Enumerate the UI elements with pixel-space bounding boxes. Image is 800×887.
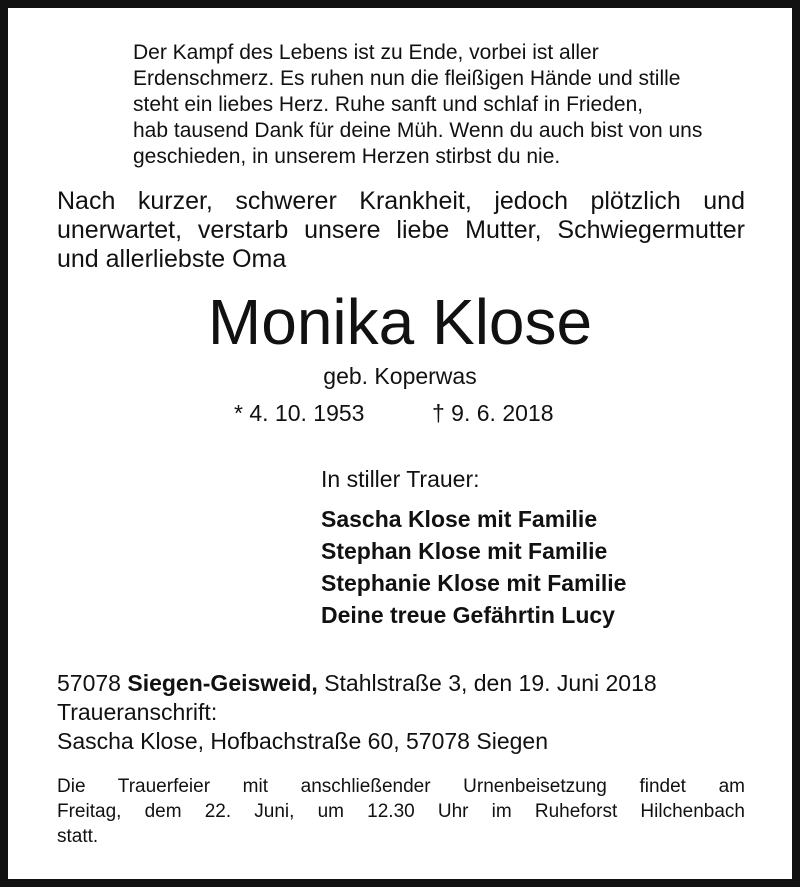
mourners-list xyxy=(321,503,626,631)
intro-line: und allerliebste Oma xyxy=(57,245,287,273)
poem-line: Erdenschmerz. Es ruhen nun die fleißigen Hände und stille xyxy=(133,67,681,90)
mourner-name: Stephanie Klose mit Familie xyxy=(321,570,627,596)
street-date: Stahlstraße 3, den 19. Juni 2018 xyxy=(324,670,657,696)
birth-date: * 4. 10. 1953 xyxy=(234,400,365,426)
city: Siegen-Geisweid, xyxy=(127,670,318,696)
poem-line: geschieden, in unserem Herzen stirbst du nie. xyxy=(133,145,561,168)
funeral-line: statt. xyxy=(57,826,99,847)
death-date: † 9. 6. 2018 xyxy=(432,400,554,426)
funeral-line: Freitag, dem 22. Juni, um 12.30 Uhr im Ruheforst Hilchenbach xyxy=(57,801,745,822)
address-block xyxy=(57,669,657,756)
death-announcement-text xyxy=(57,187,745,274)
poem-line: Der Kampf des Lebens ist zu Ende, vorbei ist aller xyxy=(133,41,599,64)
funeral-line: Die Trauerfeier mit anschließender Urnenbeisetzung findet am xyxy=(57,776,745,797)
mourning-address: Sascha Klose, Hofbachstraße 60, 57078 Siegen xyxy=(57,728,548,754)
mourner-name: Deine treue Gefährtin Lucy xyxy=(321,602,615,628)
mourners-heading: In stiller Trauer: xyxy=(321,466,480,492)
memorial-poem xyxy=(133,40,702,170)
deceased-name: Monika Klose xyxy=(207,286,593,358)
poem-line: hab tausend Dank für deine Müh. Wenn du auch bist von uns xyxy=(133,119,703,142)
mourner-name: Sascha Klose mit Familie xyxy=(321,506,598,532)
mourning-address-label: Traueranschrift: xyxy=(57,699,218,725)
intro-line: Nach kurzer, schwerer Krankheit, jedoch plötzlich und xyxy=(57,187,745,215)
funeral-info xyxy=(57,774,745,849)
maiden-name: geb. Koperwas xyxy=(323,363,477,389)
postcode: 57078 xyxy=(57,670,121,696)
poem-line: steht ein liebes Herz. Ruhe sanft und schlaf in Frieden, xyxy=(133,93,644,116)
place-date-line xyxy=(57,669,657,698)
mourner-name: Stephan Klose mit Familie xyxy=(321,538,608,564)
intro-line: unerwartet, verstarb unsere liebe Mutter, Schwiegermutter xyxy=(57,216,745,244)
